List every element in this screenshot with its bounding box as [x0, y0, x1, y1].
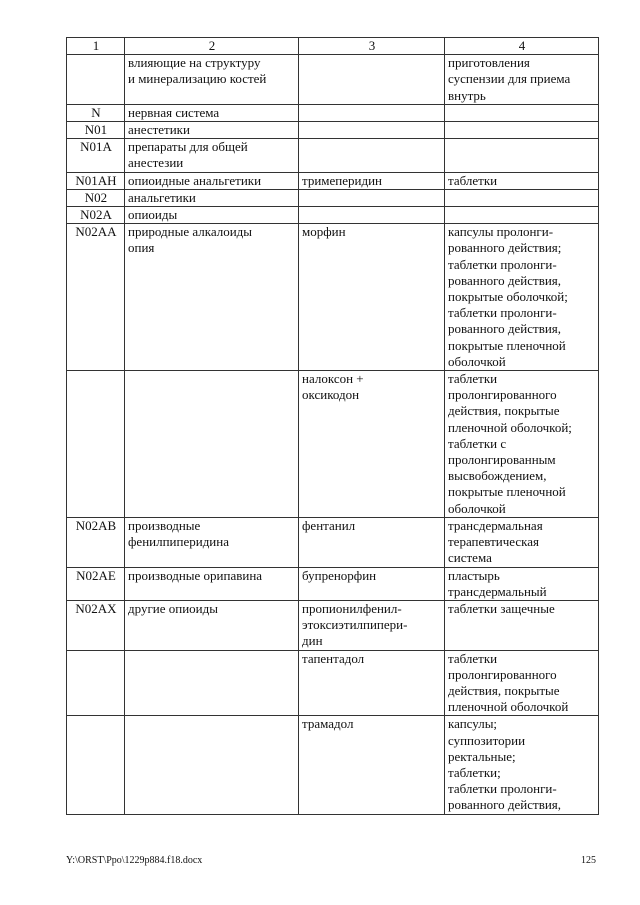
table-row	[67, 207, 599, 224]
table-row	[67, 55, 599, 105]
table-row	[67, 139, 599, 172]
table-row	[67, 600, 599, 650]
footer-page-number: 125	[581, 855, 596, 866]
header-col-3: 3	[299, 38, 445, 55]
dosage-form-cell: приготовления суспензии для приема внутрь	[445, 55, 599, 105]
atc-code-cell: N02AE	[67, 567, 125, 600]
dosage-form-cell	[445, 139, 599, 172]
atc-code-cell: N01AH	[67, 172, 125, 189]
header-col-2: 2	[125, 38, 299, 55]
table-row	[67, 650, 599, 716]
drug-name-cell: морфин	[299, 224, 445, 371]
table-row	[67, 517, 599, 567]
atc-code-cell	[67, 371, 125, 518]
dosage-form-cell	[445, 104, 599, 121]
drug-name-cell: фентанил	[299, 517, 445, 567]
header-row	[67, 38, 599, 55]
table-row	[67, 189, 599, 206]
atc-code-cell: N02AB	[67, 517, 125, 567]
drug-name-cell	[299, 139, 445, 172]
table-body	[67, 38, 599, 815]
drug-name-cell: трамадол	[299, 716, 445, 814]
atc-code-cell: N01	[67, 122, 125, 139]
dosage-form-cell: капсулы пролонги- рованного действия; таблетки пролонги- рованного действия, покрытые оболочкой; таблетки пролонги- рованного действия, покрытые пленочной оболочкой	[445, 224, 599, 371]
atc-group-name-cell: природные алкалоиды опия	[125, 224, 299, 371]
table-row	[67, 567, 599, 600]
atc-group-name-cell: другие опиоиды	[125, 600, 299, 650]
drug-name-cell	[299, 189, 445, 206]
atc-group-name-cell: препараты для общей анестезии	[125, 139, 299, 172]
atc-group-name-cell: производные орипавина	[125, 567, 299, 600]
atc-code-cell: N02AA	[67, 224, 125, 371]
drug-name-cell: тапентадол	[299, 650, 445, 716]
drug-name-cell: пропионилфенил- этоксиэтилпипери- дин	[299, 600, 445, 650]
atc-group-name-cell: влияющие на структуру и минерализацию костей	[125, 55, 299, 105]
atc-group-name-cell: нервная система	[125, 104, 299, 121]
table-row	[67, 224, 599, 371]
drug-name-cell	[299, 104, 445, 121]
dosage-form-cell	[445, 207, 599, 224]
drug-name-cell: бупренорфин	[299, 567, 445, 600]
atc-code-cell: N02	[67, 189, 125, 206]
atc-group-name-cell	[125, 371, 299, 518]
header-col-4: 4	[445, 38, 599, 55]
drug-name-cell	[299, 122, 445, 139]
atc-code-cell	[67, 55, 125, 105]
table-row	[67, 122, 599, 139]
atc-group-name-cell: анестетики	[125, 122, 299, 139]
atc-code-cell: N01A	[67, 139, 125, 172]
drug-name-cell: налоксон + оксикодон	[299, 371, 445, 518]
dosage-form-cell: таблетки пролонгированного действия, покрытые пленочной оболочкой	[445, 650, 599, 716]
drug-name-cell	[299, 55, 445, 105]
drug-table	[66, 37, 599, 815]
atc-code-cell: N02AX	[67, 600, 125, 650]
atc-group-name-cell: опиоиды	[125, 207, 299, 224]
atc-code-cell	[67, 650, 125, 716]
dosage-form-cell: пластырь трансдермальный	[445, 567, 599, 600]
dosage-form-cell	[445, 189, 599, 206]
atc-code-cell: N02A	[67, 207, 125, 224]
dosage-form-cell: таблетки защечные	[445, 600, 599, 650]
atc-code-cell	[67, 716, 125, 814]
dosage-form-cell: таблетки	[445, 172, 599, 189]
table-row	[67, 716, 599, 814]
header-col-1: 1	[67, 38, 125, 55]
dosage-form-cell: капсулы; суппозитории ректальные; таблетки; таблетки пролонги- рованного действия,	[445, 716, 599, 814]
drug-name-cell: тримеперидин	[299, 172, 445, 189]
atc-code-cell: N	[67, 104, 125, 121]
table-row	[67, 371, 599, 518]
atc-group-name-cell: анальгетики	[125, 189, 299, 206]
atc-group-name-cell	[125, 716, 299, 814]
table-row	[67, 104, 599, 121]
dosage-form-cell: таблетки пролонгированного действия, покрытые пленочной оболочкой; таблетки с пролонгированным высвобождением, покрытые пленочной оболочкой	[445, 371, 599, 518]
atc-group-name-cell: опиоидные анальгетики	[125, 172, 299, 189]
dosage-form-cell: трансдермальная терапевтическая система	[445, 517, 599, 567]
drug-name-cell	[299, 207, 445, 224]
footer-file-path: Y:\ORST\Ppo\1229p884.f18.docx	[66, 855, 203, 866]
atc-group-name-cell: производные фенилпиперидина	[125, 517, 299, 567]
atc-group-name-cell	[125, 650, 299, 716]
table-row	[67, 172, 599, 189]
dosage-form-cell	[445, 122, 599, 139]
